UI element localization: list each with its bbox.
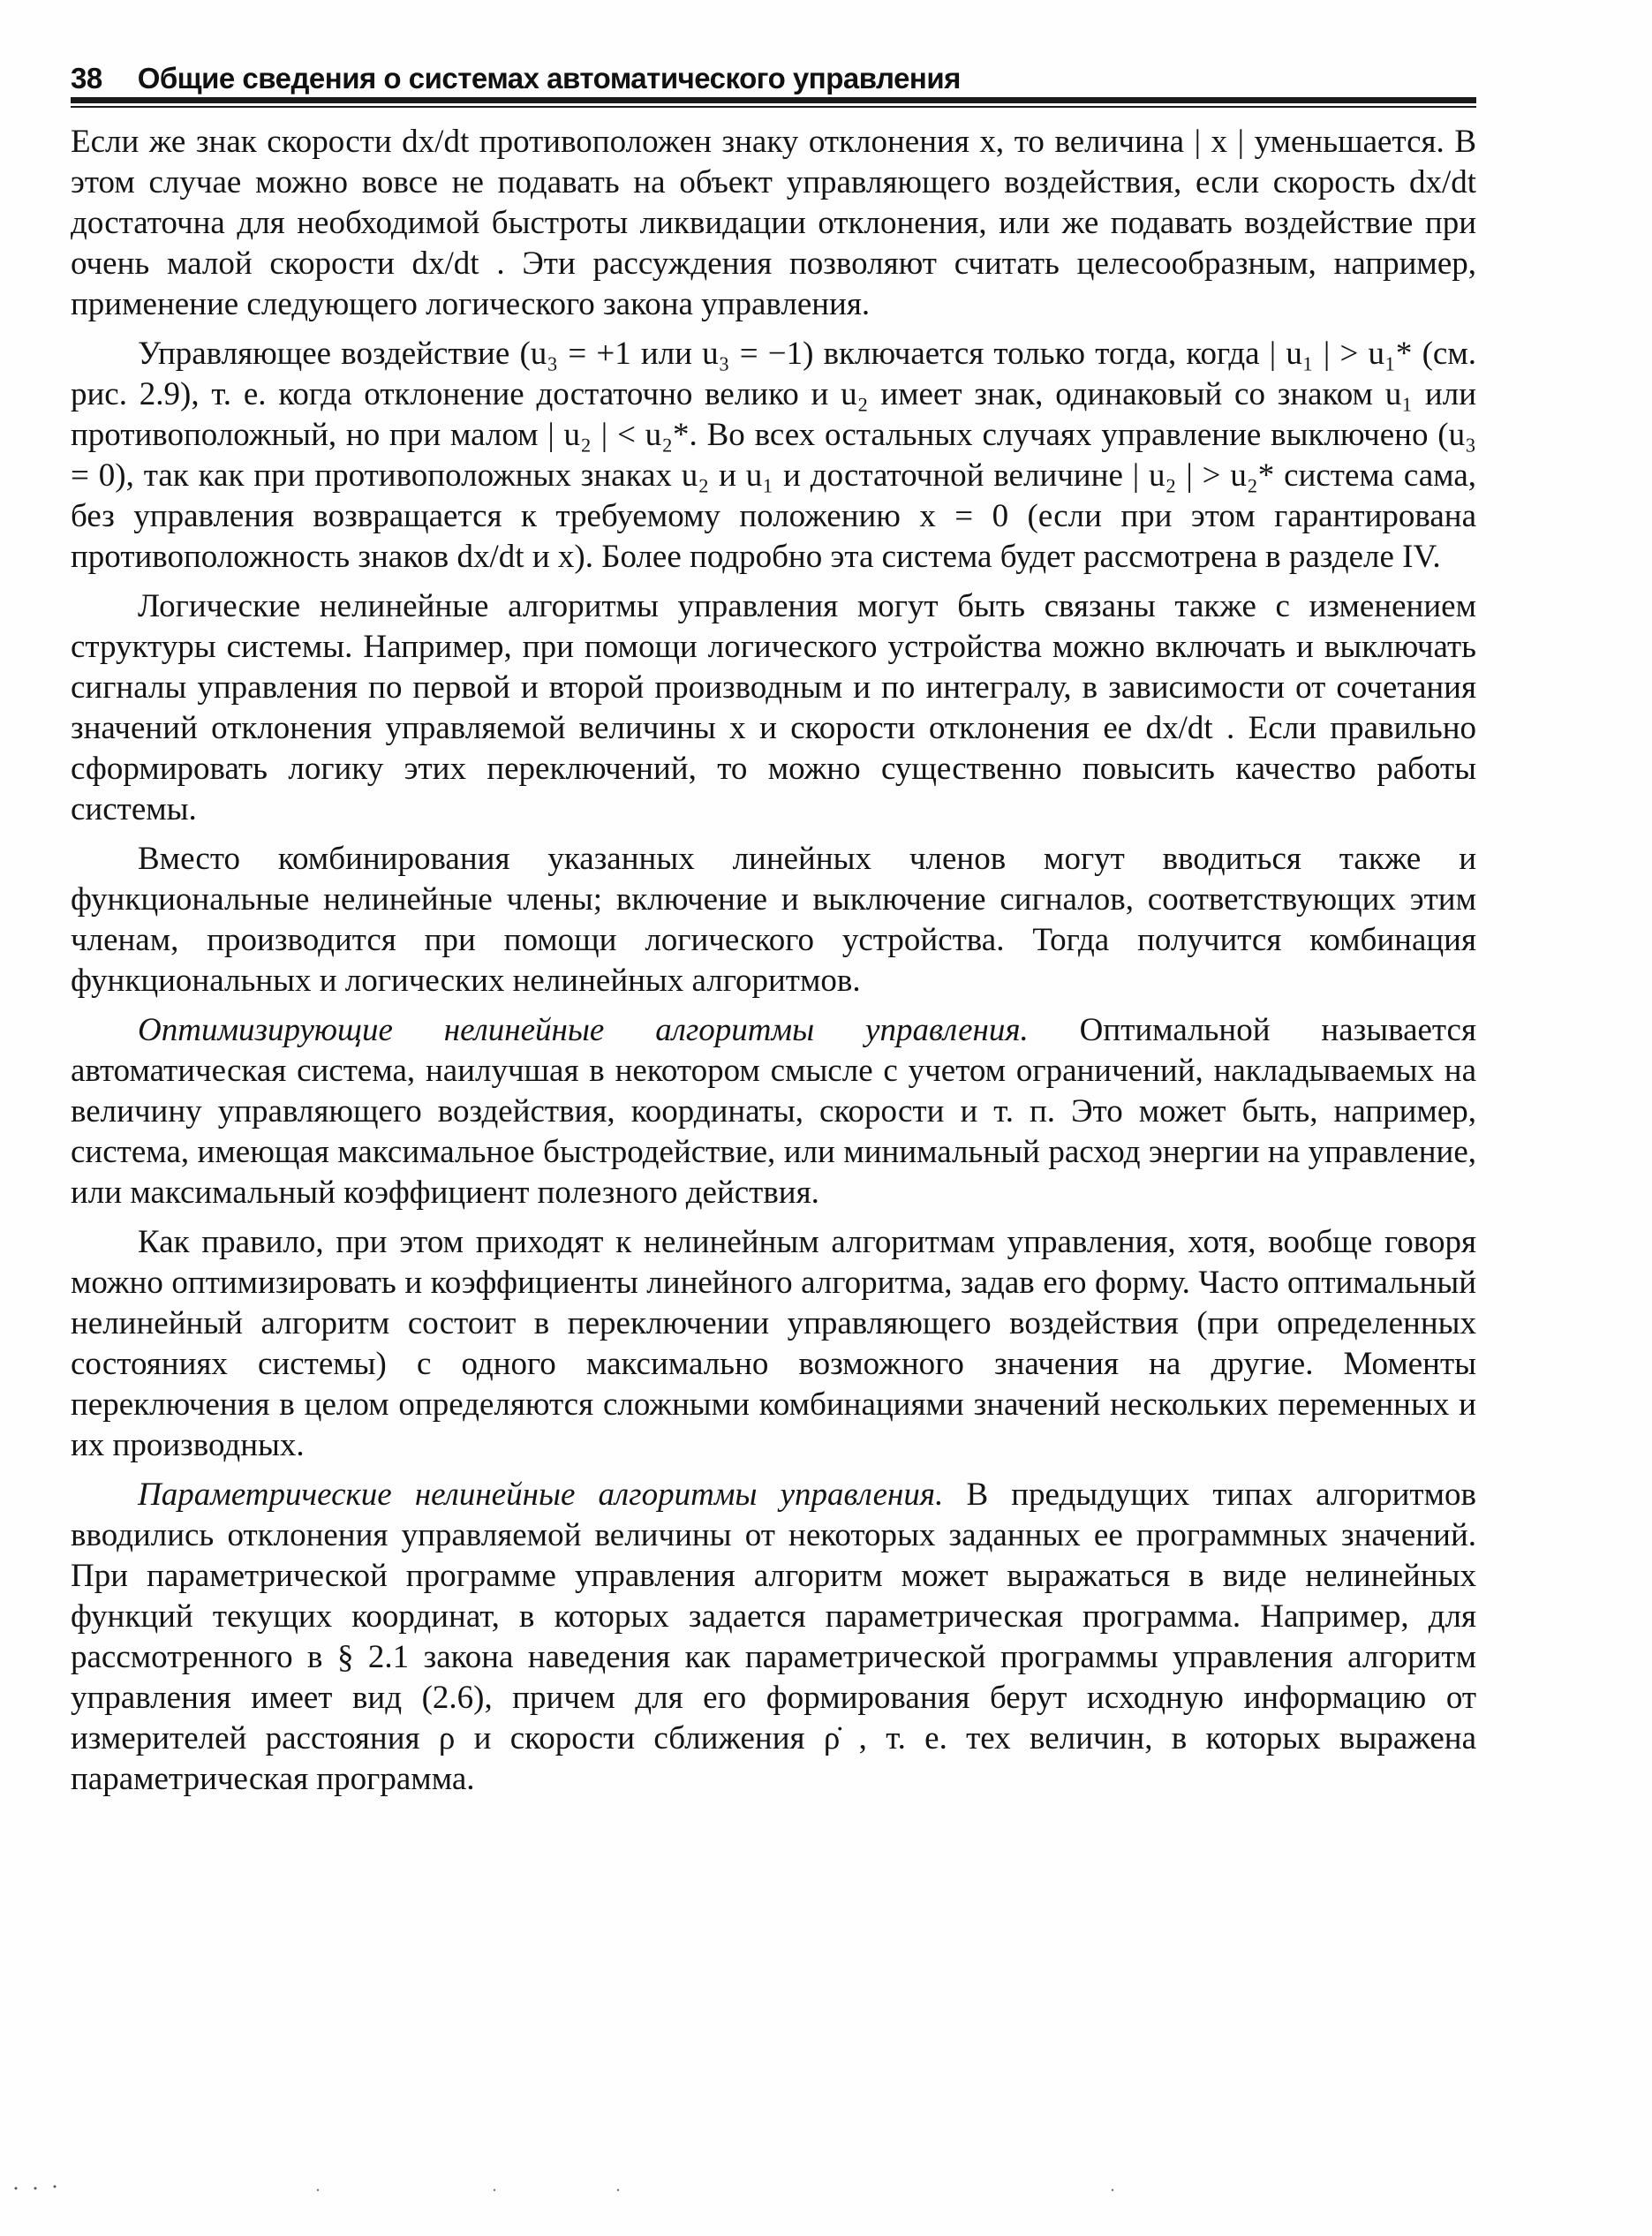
paragraph-3: Логические нелинейные алгоритмы управления могут быть связаны также с изменением структуры системы. Например, при помощи логического устройства можно включать и выключать сигналы управления по первой и второй производным и по интегралу, в зависимости от сочетания значений отклонения управляемой величины x и скорости отклонения ее dx/dt . Если правильно сформировать логику этих переключений, то можно существенно повысить качество работы системы. bbox=[71, 588, 1476, 827]
chapter-title: Общие сведения о системах автоматического управления bbox=[137, 62, 961, 94]
paragraph-7: Параметрические нелинейные алгоритмы управления. В предыдущих типах алгоритмов вводились отклонения управляемой величины от некоторых заданных ее программных значений. При параметрической программе управления алгоритм может выражаться в виде нелинейных функций текущих координат, в которых задается параметрическая программа. Например, для рассмотренного в § 2.1 закона наведения как параметрической программы управления алгоритм управления имеет вид (2.6), причем для его формирования берут исходную информацию от измерителей расстояния ρ и скорости сближения ρ̇ , т. е. тех величин, в которых выражена параметрическая программа. bbox=[71, 1477, 1476, 1797]
section-lead-optimizing: Оптимизирующие нелинейные алгоритмы управления. bbox=[138, 1012, 1029, 1048]
paragraph-5: Оптимизирующие нелинейные алгоритмы управления. Оптимальной называется автоматическая система, наилучшая в некотором смысле с учетом ограничений, накладываемых на величину управляющего воздействия, координаты, скорости и т. п. Это может быть, например, система, имеющая максимальное быстродействие, или минимальный расход энергии на управление, или максимальный коэффициент полезного действия. bbox=[71, 1012, 1476, 1211]
scan-noise bbox=[0, 2179, 1652, 2197]
header-rule-thick bbox=[71, 97, 1476, 103]
paragraph-2: Управляющее воздействие (u₃ = +1 или u₃ = −1) включается только тогда, когда | u₁ | > u₁* (см. рис. 2.9), т. е. когда отклонение достаточно велико и u₂ имеет знак, одинаковый со знаком u₁ или противоположный, но при малом | u₂ | < u₂*. Во всех остальных случаях управление выключено (u₃ = 0), так как при противоположных знаках u₂ и u₁ и достаточной величине | u₂ | > u₂* система сама, без управления возвращается к требуемому положению x = 0 (если при этом гарантирована противоположность знаков dx/dt и x). Более подробно эта система будет рассмотрена в разделе IV. bbox=[71, 336, 1476, 575]
section-lead-parametric: Параметрические нелинейные алгоритмы управления. bbox=[138, 1477, 944, 1513]
paragraph-4: Вместо комбинирования указанных линейных членов могут вводиться также и функциональные нелинейные члены; включение и выключение сигналов, соответствующих этим членам, производится при помощи логического устройства. Тогда получится комбинация функциональных и логических нелинейных алгоритмов. bbox=[71, 841, 1476, 999]
running-header bbox=[71, 51, 1475, 95]
paragraph-1: Если же знак скорости dx/dt противоположен знаку отклонения x, то величина | x | уменьшается. В этом случае можно вовсе не подавать на объект управляющего воздействия, если скорость dx/dt достаточна для необходимой быстроты ликвидации отклонения, или же подавать воздействие при очень малой скорости dx/dt . Эти рассуждения позволяют считать целесообразным, например, применение следующего логического закона управления. bbox=[71, 124, 1476, 322]
body-text bbox=[71, 122, 1476, 1809]
page-number: 38 bbox=[71, 62, 102, 94]
header-rule-thin bbox=[71, 106, 1476, 108]
paragraph-6: Как правило, при этом приходят к нелинейным алгоритмам управления, хотя, вообще говоря можно оптимизировать и коэффициенты линейного алгоритма, задав его форму. Часто оптимальный нелинейный алгоритм состоит в переключении управляющего воздействия (при определенных состояниях системы) с одного максимально возможного значения на другие. Моменты переключения в целом определяются сложными комбинациями значений нескольких переменных и их производных. bbox=[71, 1224, 1476, 1463]
